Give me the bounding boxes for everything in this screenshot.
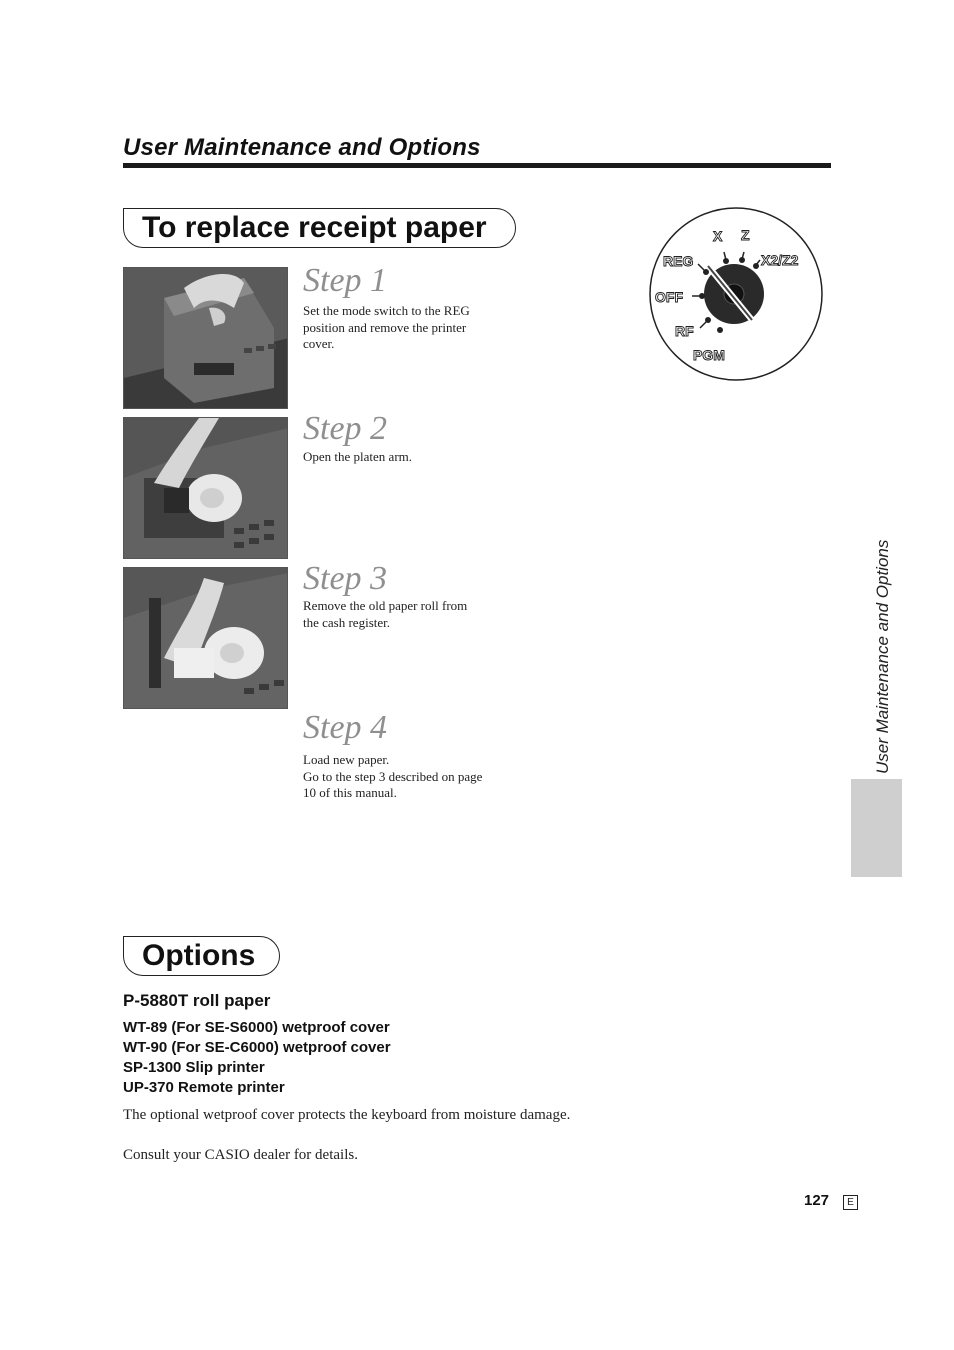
options-paragraph-2: Consult your CASIO dealer for details. bbox=[123, 1147, 358, 1163]
step-3-text: Remove the old paper roll from the cash register. bbox=[303, 598, 468, 630]
side-tab-label bbox=[873, 484, 893, 774]
replace-paper-heading: To replace receipt paper bbox=[123, 208, 516, 248]
step-4-title: Step 4 bbox=[303, 709, 388, 746]
step-4-line-2: Go to the step 3 described on page 10 of this manual. bbox=[303, 768, 483, 800]
header-rule bbox=[123, 163, 831, 168]
dial-label-pgm: PGM bbox=[693, 347, 725, 363]
page-number: 127 bbox=[804, 1192, 830, 1209]
options-main-item: P-5880T roll paper bbox=[123, 991, 271, 1010]
options-paragraph-1: The optional wetproof cover protects the keyboard from moisture damage. bbox=[123, 1107, 571, 1123]
options-list-item: UP-370 Remote printer bbox=[123, 1079, 285, 1096]
side-tab-marker bbox=[851, 779, 902, 877]
step-2-photo bbox=[123, 417, 288, 559]
dial-label-x2z2: X2/Z2 bbox=[761, 252, 799, 268]
step-1-text: Set the mode switch to the REG position and remove the printer cover. bbox=[303, 303, 470, 351]
language-mark: E bbox=[843, 1195, 858, 1210]
step-2-title: Step 2 bbox=[303, 410, 388, 447]
section-header: User Maintenance and Options bbox=[123, 134, 481, 161]
dial-label-off: OFF bbox=[655, 289, 683, 305]
options-list-item: WT-89 (For SE-S6000) wetproof cover bbox=[123, 1019, 390, 1036]
options-list bbox=[123, 1018, 391, 1098]
side-tab-text: User Maintenance and Options bbox=[873, 539, 892, 774]
step-4-text bbox=[303, 752, 483, 802]
options-list-item: WT-90 (For SE-C6000) wetproof cover bbox=[123, 1039, 391, 1056]
dial-label-x: X bbox=[713, 228, 723, 244]
mode-switch-dial bbox=[648, 206, 824, 382]
step-3-photo bbox=[123, 567, 288, 709]
dial-label-reg: REG bbox=[663, 253, 694, 269]
dial-label-rf: RF bbox=[675, 323, 694, 339]
step-4-line-1: Load new paper. bbox=[303, 752, 390, 767]
options-heading: Options bbox=[123, 936, 280, 976]
step-1-title: Step 1 bbox=[303, 262, 388, 299]
step-3-title: Step 3 bbox=[303, 560, 388, 597]
options-list-item: SP-1300 Slip printer bbox=[123, 1059, 265, 1076]
step-2-text: Open the platen arm. bbox=[303, 449, 413, 464]
step-1-photo bbox=[123, 267, 288, 409]
dial-label-z: Z bbox=[741, 227, 750, 243]
